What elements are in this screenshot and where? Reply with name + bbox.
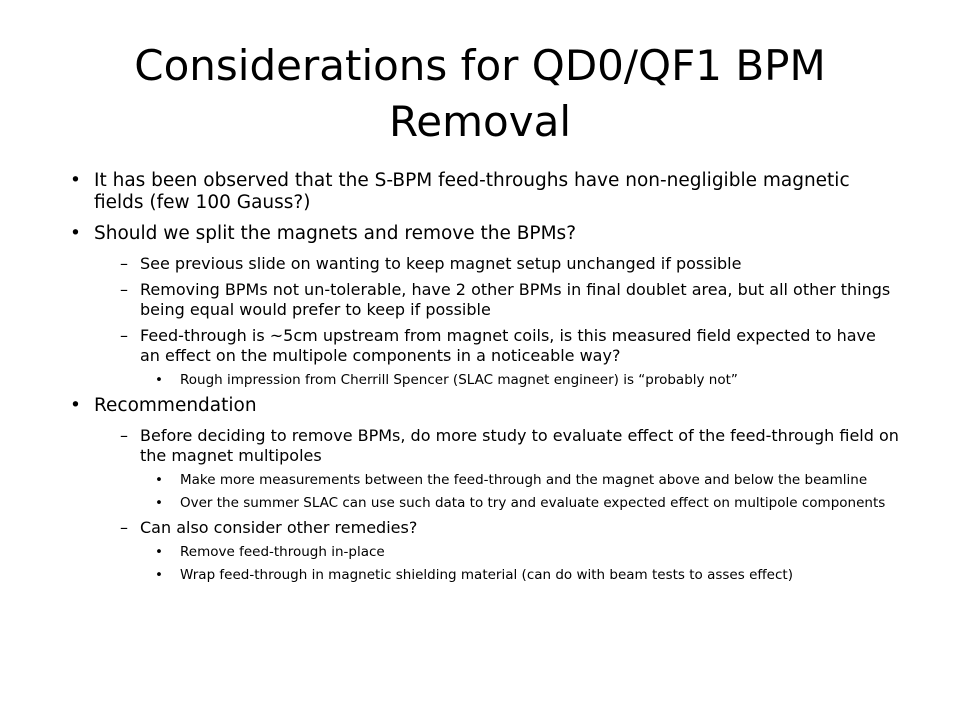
sub-bullet-text: Before deciding to remove BPMs, do more study to evaluate effect of the feed-through field on the magnet multipoles bbox=[140, 426, 899, 465]
bullet-text: It has been observed that the S-BPM feed-throughs have non-negligible magnetic fields (few 100 Gauss?) bbox=[94, 170, 850, 213]
sub-sub-bullet-item bbox=[70, 544, 900, 560]
dash-icon: – bbox=[120, 518, 128, 537]
dash-icon: – bbox=[120, 426, 128, 445]
bullet-icon: • bbox=[155, 372, 163, 388]
title-line-1: Considerations for QD0/QF1 BPM bbox=[134, 41, 826, 90]
sub-bullet-item bbox=[70, 518, 900, 538]
bullet-icon: • bbox=[70, 223, 81, 244]
sub-sub-bullet-item bbox=[70, 372, 900, 388]
bullet-item bbox=[70, 170, 900, 214]
sub-sub-bullet-text: Wrap feed-through in magnetic shielding material (can do with beam tests to asses effect) bbox=[180, 567, 793, 583]
bullet-icon: • bbox=[70, 395, 81, 416]
sub-bullet-text: See previous slide on wanting to keep magnet setup unchanged if possible bbox=[140, 254, 742, 273]
sub-bullet-item bbox=[70, 426, 900, 466]
dash-icon: – bbox=[120, 326, 128, 345]
bullet-icon: • bbox=[155, 544, 163, 560]
bullet-icon: • bbox=[155, 495, 163, 511]
sub-sub-bullet-item bbox=[70, 495, 900, 511]
sub-bullet-text: Can also consider other remedies? bbox=[140, 518, 418, 537]
bullet-icon: • bbox=[155, 472, 163, 488]
sub-sub-bullet-text: Rough impression from Cherrill Spencer (SLAC magnet engineer) is “probably not” bbox=[180, 372, 738, 388]
sub-bullet-text: Feed-through is ~5cm upstream from magnet coils, is this measured field expected to have an effect on the multipole components in a noticeable way? bbox=[140, 326, 876, 365]
dash-icon: – bbox=[120, 280, 128, 299]
sub-sub-bullet-text: Make more measurements between the feed-through and the magnet above and below the beamline bbox=[180, 472, 868, 488]
bullet-icon: • bbox=[155, 567, 163, 583]
sub-sub-bullet-item bbox=[70, 472, 900, 488]
bullet-icon: • bbox=[70, 170, 81, 191]
title-line-2: Removal bbox=[388, 97, 571, 146]
sub-bullet-text: Removing BPMs not un-tolerable, have 2 other BPMs in final doublet area, but all other things being equal would prefer to keep if possible bbox=[140, 280, 891, 319]
sub-bullet-item bbox=[70, 254, 900, 274]
slide-title bbox=[60, 38, 900, 150]
bullet-item bbox=[70, 395, 900, 417]
dash-icon: – bbox=[120, 254, 128, 273]
bullet-text: Should we split the magnets and remove the BPMs? bbox=[94, 223, 577, 244]
sub-bullet-item bbox=[70, 326, 900, 366]
slide-body bbox=[70, 170, 900, 590]
sub-sub-bullet-text: Over the summer SLAC can use such data to try and evaluate expected effect on multipole components bbox=[180, 495, 886, 511]
bullet-text: Recommendation bbox=[94, 395, 257, 416]
sub-sub-bullet-item bbox=[70, 567, 900, 583]
sub-bullet-item bbox=[70, 280, 900, 320]
bullet-item bbox=[70, 223, 900, 245]
sub-sub-bullet-text: Remove feed-through in-place bbox=[180, 544, 385, 560]
